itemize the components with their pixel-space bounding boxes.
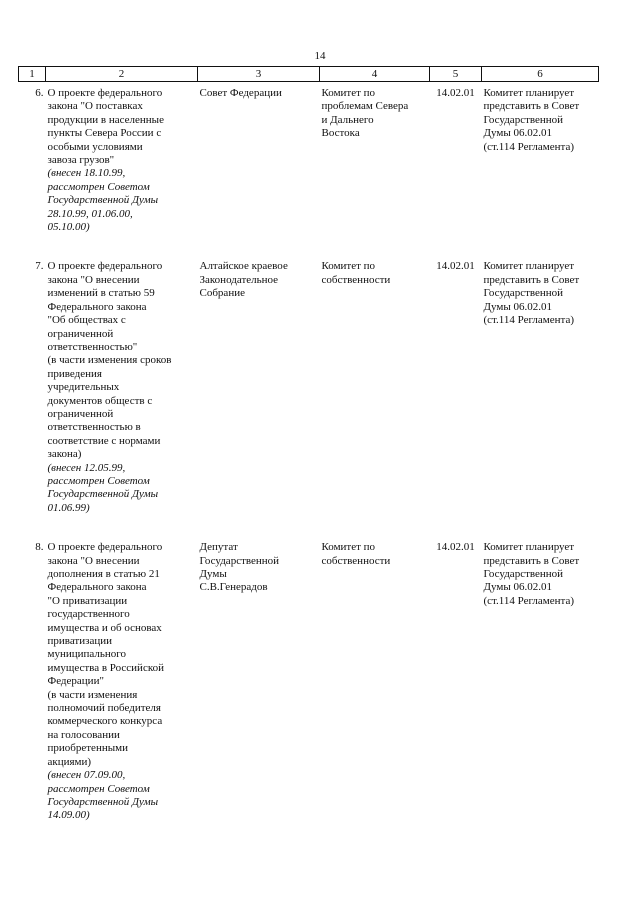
initiator-line: Государственной: [199, 554, 280, 567]
note-line: представить в Совет: [483, 100, 580, 113]
bill-title-line: Федерального закона: [47, 581, 147, 594]
committee-line: Комитет по: [321, 260, 376, 273]
note-line: Думы 06.02.01: [483, 300, 552, 313]
initiator-line: Думы: [199, 568, 227, 580]
bill-status-line: Государственной Думы: [47, 795, 159, 808]
initiator-line: Совет Федерации: [199, 87, 282, 99]
bill-title-line: имущества в Российской: [47, 661, 164, 674]
bill-title-line: соответствие с нормами: [47, 434, 161, 447]
bill-title-line: закона): [47, 448, 82, 461]
bill-title-line: "О приватизации: [47, 594, 128, 607]
bill-title-line: полномочий победителя: [47, 702, 161, 715]
column-header: 3: [198, 67, 320, 82]
initiator-line: Законодательное: [199, 273, 279, 286]
bill-title-line: пункты Севера России с: [47, 127, 162, 140]
bill-title-line: ответственностью в: [47, 421, 141, 434]
committee-line: Комитет по: [321, 87, 376, 99]
table-row: [19, 82, 599, 235]
column-header: 5: [430, 67, 482, 82]
bill-title-line: особыми условиями: [47, 140, 143, 153]
column-header: 4: [320, 67, 430, 82]
initiator-line: Собрание: [199, 287, 245, 300]
bill-title-line: Федерации": [47, 675, 104, 688]
bill-title-line: ограниченной: [47, 407, 114, 420]
note-line: Государственной: [483, 568, 564, 580]
initiator-line: Депутат: [199, 541, 238, 554]
bill-title-line: приватизации: [47, 635, 113, 648]
date: 14.02.01: [436, 87, 475, 99]
agenda-table: [18, 66, 599, 823]
committee-line: Комитет по: [321, 541, 376, 554]
bill-title-line: учредительных: [47, 381, 120, 394]
bill-status-line: 14.09.00): [47, 809, 90, 822]
committee-line: Востока: [321, 127, 360, 140]
committee: [320, 82, 430, 235]
bill-title-line: дополнения в статью 21: [47, 568, 160, 580]
committee: [320, 234, 430, 515]
bill-title-line: (в части изменения: [47, 688, 138, 701]
bill-title-line: закона "О внесении: [47, 554, 140, 567]
note-line: представить в Совет: [483, 273, 580, 286]
bill-title-line: акциями): [47, 755, 92, 768]
initiator: [198, 515, 320, 823]
bill-status-line: (внесен 18.10.99,: [47, 167, 126, 180]
note-line: (ст.114 Регламента): [483, 314, 575, 327]
note-line: (ст.114 Регламента): [483, 140, 575, 153]
bill-title-line: ответственностью": [47, 340, 138, 353]
committee-line: собственности: [321, 554, 391, 567]
bill-title-line: закона "О поставках: [47, 100, 143, 113]
bill-title-line: приведения: [47, 367, 102, 380]
note-line: Комитет планирует: [483, 260, 575, 273]
header-row: [19, 67, 599, 82]
row-number: 7.: [35, 260, 44, 273]
initiator: [198, 82, 320, 235]
bill-title-line: закона "О внесении: [47, 273, 140, 286]
note-line: представить в Совет: [483, 554, 580, 567]
bill-status-line: Государственной Думы: [47, 194, 159, 207]
bill-title-line: О проекте федерального: [47, 541, 163, 554]
bill-title-line: приобретенными: [47, 742, 128, 755]
column-header: 2: [46, 67, 198, 82]
note-line: (ст.114 Регламента): [483, 594, 575, 607]
note: [482, 515, 599, 823]
bill-title-line: коммерческого конкурса: [47, 715, 163, 728]
row-number: 6.: [35, 87, 44, 99]
note-line: Думы 06.02.01: [483, 127, 552, 140]
bill-title-line: имущества и об основах: [47, 621, 162, 634]
page-number: 14: [314, 50, 326, 62]
note: [482, 82, 599, 235]
bill-title-line: документов обществ с: [47, 394, 153, 407]
bill-title-line: "Об обществах с: [47, 314, 126, 327]
bill-title-line: на голосовании: [47, 728, 120, 741]
initiator-line: Алтайское краевое: [199, 260, 288, 273]
table-row: [19, 234, 599, 515]
bill-status-line: Государственной Думы: [47, 488, 159, 501]
bill-status-line: рассмотрен Советом: [47, 180, 150, 193]
bill-title: [46, 234, 198, 515]
bill-title-line: Федерального закона: [47, 300, 147, 313]
row-number: 8.: [35, 541, 44, 554]
bill-title-line: продукции в населенные: [47, 113, 164, 126]
bill-title-line: О проекте федерального: [47, 260, 163, 273]
bill-title: [46, 82, 198, 235]
committee: [320, 515, 430, 823]
column-header: 1: [19, 67, 46, 82]
bill-status-line: 05.10.00): [47, 221, 90, 234]
bill-status-line: рассмотрен Советом: [47, 474, 150, 487]
bill-title-line: государственного: [47, 608, 130, 621]
bill-title-line: муниципального: [47, 648, 127, 661]
committee-line: собственности: [321, 273, 391, 286]
bill-title-line: ограниченной: [47, 327, 114, 340]
bill-title-line: (в части изменения сроков: [47, 354, 172, 367]
note-line: Думы 06.02.01: [483, 581, 552, 594]
bill-status-line: 28.10.99, 01.06.00,: [47, 207, 133, 220]
bill-status-line: (внесен 07.09.00,: [47, 769, 126, 782]
bill-status-line: рассмотрен Советом: [47, 782, 150, 795]
bill-status-line: (внесен 12.05.99,: [47, 461, 126, 474]
bill-title-line: О проекте федерального: [47, 87, 163, 99]
date: 14.02.01: [436, 260, 475, 273]
date: 14.02.01: [436, 541, 475, 554]
note-line: Государственной: [483, 287, 564, 300]
bill-title: [46, 515, 198, 823]
bill-title-line: завоза грузов": [47, 154, 115, 167]
column-header: 6: [482, 67, 599, 82]
committee-line: и Дальнего: [321, 113, 374, 126]
note-line: Комитет планирует: [483, 87, 575, 99]
initiator: [198, 234, 320, 515]
bill-status-line: 01.06.99): [47, 501, 90, 514]
bill-title-line: изменений в статью 59: [47, 287, 155, 300]
note-line: Комитет планирует: [483, 541, 575, 554]
note: [482, 234, 599, 515]
committee-line: проблемам Севера: [321, 100, 409, 113]
note-line: Государственной: [483, 113, 564, 126]
initiator-line: С.В.Генерадов: [199, 581, 268, 594]
table-row: [19, 515, 599, 823]
